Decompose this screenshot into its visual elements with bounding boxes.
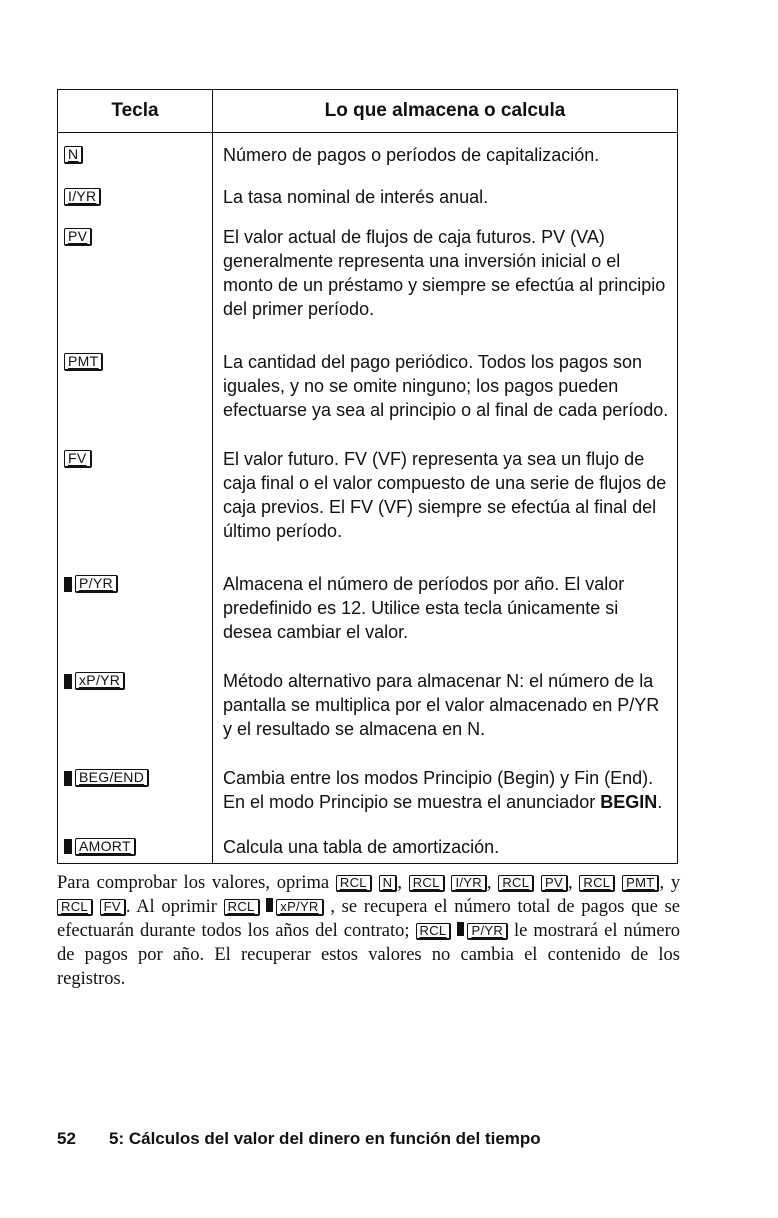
key-n: N — [379, 875, 398, 892]
key-fv: FV — [64, 450, 92, 468]
row-description: Número de pagos o períodos de capitalización. — [223, 145, 600, 165]
table-row — [58, 447, 678, 572]
table-row — [58, 350, 678, 447]
chapter-title: 5: Cálculos del valor del dinero en función del tiempo — [109, 1129, 541, 1148]
key-i-yr: I/YR — [451, 875, 486, 892]
key-fv: FV — [100, 899, 126, 916]
row-description: Calcula una tabla de amortización. — [223, 836, 500, 857]
table-row — [58, 669, 678, 766]
row-description: Cambia entre los modos Principio (Begin) y Fin (End). En el modo Principio se muestra el anunciador BEGIN. — [223, 768, 663, 813]
key-amort: AMORT — [75, 838, 136, 856]
key-rcl: RCL — [57, 899, 93, 916]
header-description: Lo que almacena o calcula — [213, 90, 678, 133]
begin-annunciator: BEGIN — [600, 792, 658, 813]
key-p-yr: P/YR — [467, 923, 508, 940]
shift-key-icon — [64, 674, 72, 689]
table-row — [58, 133, 678, 186]
table-row — [58, 572, 678, 669]
row-description: Método alternativo para almacenar N: el número de la pantalla se multiplica por el valor almacenado en P/YR y el resultado se almacena en N. — [223, 671, 660, 740]
key-pmt: PMT — [64, 353, 103, 371]
key-pv: PV — [64, 228, 92, 246]
row-description: El valor futuro. FV (VF) representa ya sea un flujo de caja final o el valor compuesto de una serie de flujos de caja previos. El FV (VF) siempre se efectúa al final del último período. — [223, 449, 667, 542]
key-rcl: RCL — [498, 875, 534, 892]
table-row — [58, 835, 678, 863]
key-n: N — [64, 146, 83, 164]
key-rcl: RCL — [336, 875, 372, 892]
shift-key-icon — [64, 771, 72, 786]
table-row — [58, 185, 678, 225]
shift-key-icon — [64, 577, 72, 592]
row-description: La tasa nominal de interés anual. — [223, 187, 489, 208]
row-description: El valor actual de flujos de caja futuros. PV (VA) generalmente representa una inversión inicial o el monto de un préstamo y siempre se efectúa al principio del primer período. — [223, 227, 666, 320]
key-pv: PV — [541, 875, 568, 892]
key-rcl: RCL — [409, 875, 445, 892]
key-rcl: RCL — [579, 875, 615, 892]
key-pmt: PMT — [622, 875, 659, 892]
key-rcl: RCL — [416, 923, 452, 940]
key-table — [57, 89, 678, 864]
key-rcl: RCL — [224, 899, 260, 916]
key-i-yr: I/YR — [64, 188, 101, 206]
body-paragraph: Para comprobar los valores, oprima RCL N , RCL I/YR , RCL PV , RCL PMT , y RCL FV . Al oprimir RCL xP/YR , se recupera el número total de pagos que se efectuarán durante todos los años del contrato; RCL P/YR le mostrará el número de pagos por año. El recuperar estos valores no cambia el contenido de los registros. — [57, 873, 681, 989]
table-row — [58, 225, 678, 350]
row-description: La cantidad del pago periódico. Todos los pagos son iguales, y no se omite ninguno; los pagos pueden efectuarse ya sea al principio o al final de cada período. — [223, 352, 669, 421]
table-row — [58, 766, 678, 834]
header-key: Tecla — [58, 90, 213, 133]
shift-key-icon — [64, 839, 72, 854]
page-footer — [57, 1129, 697, 1149]
key-xp-yr: xP/YR — [75, 672, 125, 690]
key-beg-end: BEG/END — [75, 769, 149, 787]
key-xp-yr: xP/YR — [276, 899, 323, 916]
key-table-header — [58, 90, 678, 133]
key-p-yr: P/YR — [75, 575, 118, 593]
row-description: Almacena el número de períodos por año. El valor predefinido es 12. Utilice esta tecla únicamente si desea cambiar el valor. — [223, 574, 625, 643]
page-number: 52 — [57, 1129, 76, 1148]
shift-key-icon — [266, 898, 273, 912]
shift-key-icon — [457, 922, 464, 936]
